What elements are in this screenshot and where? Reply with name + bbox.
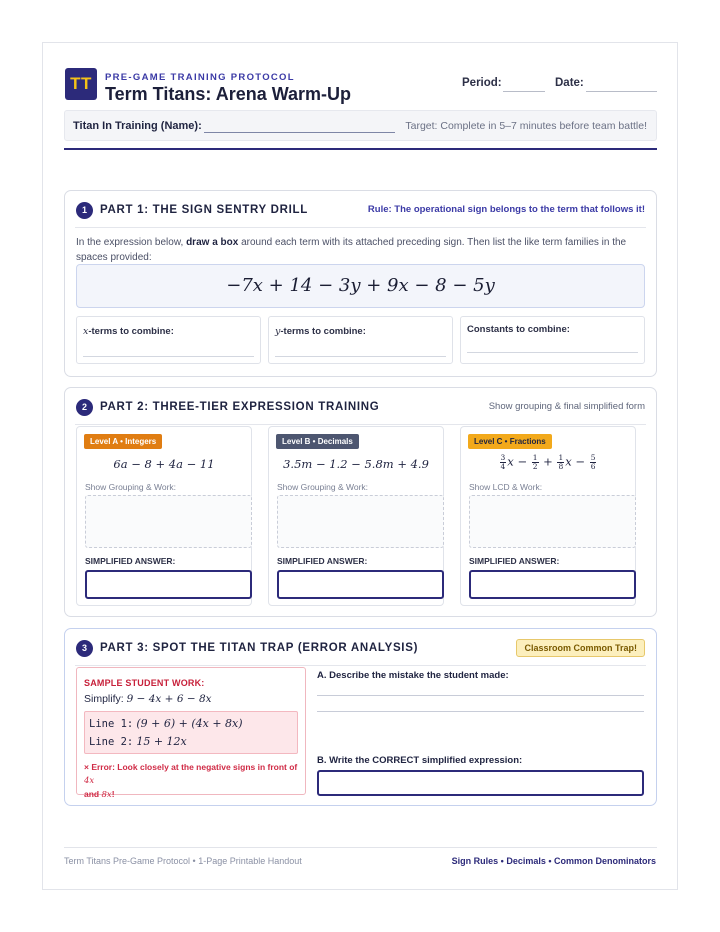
- part1-expression: −7x + 14 − 3y + 9x − 8 − 5y: [76, 264, 645, 308]
- y-terms-line: [275, 356, 446, 357]
- header-divider: [64, 148, 657, 150]
- constants-line: [467, 352, 638, 353]
- tier-c-expression: $\frac{3}{4}$ x − $\frac{1}{2}$ + $\frac{1}{8}$ x − $\frac{5}{6}$: [500, 453, 596, 471]
- x-terms-box[interactable]: [76, 316, 261, 364]
- part3-divider: [75, 665, 646, 666]
- question-a: A. Describe the mistake the student made:: [317, 670, 509, 681]
- part3-title: PART 3: SPOT THE TITAN TRAP (ERROR ANALYSIS): [100, 642, 419, 654]
- sample-header: SAMPLE STUDENT WORK:: [84, 678, 205, 688]
- answer-a-line-1[interactable]: [317, 695, 644, 696]
- student-line-1: Line 1: (9 + 6) + (4x + 8x): [89, 717, 243, 730]
- logo: TT: [65, 68, 97, 100]
- period-label: Period:: [462, 77, 502, 89]
- tier-b-answer-box[interactable]: [277, 570, 444, 599]
- constants-box[interactable]: [460, 316, 645, 364]
- student-lines: [84, 711, 298, 754]
- part3-section: [64, 628, 657, 806]
- page-title: Term Titans: Arena Warm-Up: [105, 84, 352, 104]
- part2-divider: [75, 424, 646, 425]
- footer-divider: [64, 847, 657, 848]
- part1-section: [64, 190, 657, 377]
- name-field[interactable]: [204, 132, 395, 133]
- trap-badge: Classroom Common Trap!: [516, 639, 645, 657]
- period-field[interactable]: [503, 91, 545, 92]
- tier-c-card: [460, 426, 636, 606]
- tier-b-answer-label: SIMPLIFIED ANSWER:: [277, 556, 368, 566]
- tier-c-answer-box[interactable]: [469, 570, 636, 599]
- date-field[interactable]: [586, 91, 657, 92]
- student-line-2: Line 2: 15 + 12x: [89, 735, 187, 748]
- tier-c-work-label: Show LCD & Work:: [469, 482, 543, 492]
- tier-a-card: [76, 426, 252, 606]
- eyebrow-label: PRE-GAME TRAINING PROTOCOL: [105, 72, 295, 83]
- tier-b-badge: Level B • Decimals: [276, 434, 359, 449]
- tier-c-work-area[interactable]: [469, 495, 636, 548]
- part1-divider: [75, 227, 646, 228]
- part3-number: 3: [76, 640, 93, 657]
- tier-a-work-label: Show Grouping & Work:: [85, 482, 177, 492]
- tier-b-work-area[interactable]: [277, 495, 444, 548]
- simplify-line: Simplify: 9 − 4x + 6 − 8x: [84, 693, 212, 705]
- part2-title: PART 2: THREE-TIER EXPRESSION TRAINING: [100, 401, 380, 413]
- tier-b-expression: 3.5m − 1.2 − 5.8m + 4.9: [283, 457, 429, 471]
- y-terms-box[interactable]: [268, 316, 453, 364]
- part1-number: 1: [76, 202, 93, 219]
- tier-a-badge: Level A • Integers: [84, 434, 162, 449]
- question-b: B. Write the CORRECT simplified expression:: [317, 755, 523, 766]
- answer-b-box[interactable]: [317, 770, 644, 796]
- part1-instruction: In the expression below, draw a box around each term with its attached preceding sign. Then list the like term families in the spaces provided:: [76, 237, 627, 263]
- tier-a-answer-label: SIMPLIFIED ANSWER:: [85, 556, 176, 566]
- name-label: Titan In Training (Name):: [73, 120, 202, 132]
- part2-number: 2: [76, 399, 93, 416]
- tier-a-work-area[interactable]: [85, 495, 252, 548]
- tier-a-answer-box[interactable]: [85, 570, 252, 599]
- tier-c-badge: Level C • Fractions: [468, 434, 552, 449]
- constants-label: Constants to combine:: [467, 324, 570, 335]
- y-terms-label: y-terms to combine:: [275, 326, 366, 337]
- sample-work-card: [76, 667, 306, 800]
- date-label: Date:: [555, 77, 584, 89]
- part2-section: [64, 387, 657, 617]
- footer-left: Term Titans Pre-Game Protocol • 1-Page Printable Handout: [64, 856, 302, 866]
- tier-b-work-label: Show Grouping & Work:: [277, 482, 369, 492]
- part1-rule: Rule: The operational sign belongs to the term that follows it!: [367, 204, 645, 215]
- part1-title: PART 1: THE SIGN SENTRY DRILL: [100, 204, 308, 216]
- part2-note: Show grouping & final simplified form: [488, 401, 645, 412]
- footer-right: Sign Rules • Decimals • Common Denominators: [451, 856, 656, 866]
- tier-c-answer-label: SIMPLIFIED ANSWER:: [469, 556, 560, 566]
- x-terms-line: [83, 356, 254, 357]
- name-bar: [64, 110, 657, 141]
- tier-b-card: [268, 426, 444, 606]
- answer-a-line-2[interactable]: [317, 711, 644, 712]
- target-note: Target: Complete in 5–7 minutes before team battle!: [405, 120, 647, 132]
- tier-a-expression: 6a − 8 + 4a − 11: [113, 457, 215, 471]
- error-hint: × Error: Look closely at the negative signs in front of 4x and 8x!: [84, 762, 298, 800]
- worksheet-page: [42, 42, 678, 890]
- x-terms-label: x-terms to combine:: [83, 326, 174, 337]
